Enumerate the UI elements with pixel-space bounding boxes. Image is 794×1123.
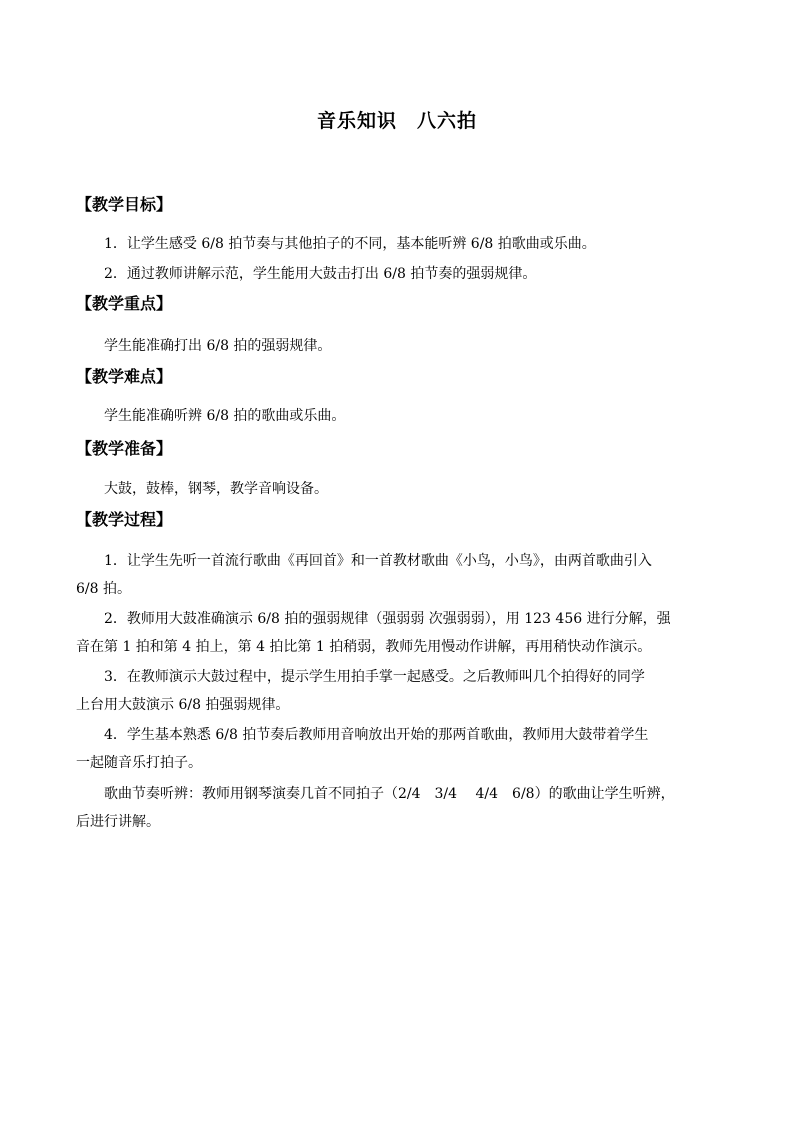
process-line-3: 2．教师用大鼓准确演示 6/8 拍的强弱规律（强弱弱 次强弱弱），用 123 456 进行分解，强 — [104, 611, 671, 627]
process-line-6: 上台用大鼓演示 6/8 拍强弱规律。 — [76, 697, 290, 713]
key-point-line-1: 学生能准确打出 6/8 拍的强弱规律。 — [104, 338, 332, 354]
section-heading-key-points: 【教学重点】 — [76, 294, 173, 313]
section-heading-difficulties: 【教学难点】 — [76, 367, 173, 386]
difficulty-line-1: 学生能准确听辨 6/8 拍的歌曲或乐曲。 — [104, 408, 346, 424]
process-line-8: 一起随音乐打拍子。 — [76, 755, 202, 771]
process-line-5: 3．在教师演示大鼓过程中，提示学生用拍手掌一起感受。之后教师叫几个拍得好的同学 — [104, 669, 645, 685]
section-heading-process: 【教学过程】 — [76, 510, 173, 529]
goal-line-2: 2．通过教师讲解示范，学生能用大鼓击打出 6/8 拍节奏的强弱规律。 — [104, 266, 537, 282]
process-line-4: 音在第 1 拍和第 4 拍上，第 4 拍比第 1 拍稍弱，教师先用慢动作讲解，再用稍快动作演示。 — [76, 639, 652, 655]
process-line-1: 1．让学生先听一首流行歌曲《再回首》和一首教材歌曲《小鸟，小鸟》，由两首歌曲引入 — [104, 553, 652, 569]
goal-line-1: 1．让学生感受 6/8 拍节奏与其他拍子的不同，基本能听辨 6/8 拍歌曲或乐曲。 — [104, 236, 596, 252]
process-line-2: 6/8 拍。 — [76, 581, 131, 597]
preparation-line-1: 大鼓，鼓棒，钢琴，教学音响设备。 — [104, 481, 328, 497]
process-line-10: 后进行讲解。 — [76, 814, 160, 830]
process-line-7: 4．学生基本熟悉 6/8 拍节奏后教师用音响放出开始的那两首歌曲，教师用大鼓带着学生 — [104, 727, 649, 743]
section-heading-preparation: 【教学准备】 — [76, 439, 173, 458]
page-title: 音乐知识 八六拍 — [316, 110, 477, 132]
section-heading-goals: 【教学目标】 — [76, 195, 173, 214]
process-line-9: 歌曲节奏听辨：教师用钢琴演奏几首不同拍子（2/4 3/4 4/4 6/8）的歌曲让学生听辨， — [104, 786, 675, 802]
